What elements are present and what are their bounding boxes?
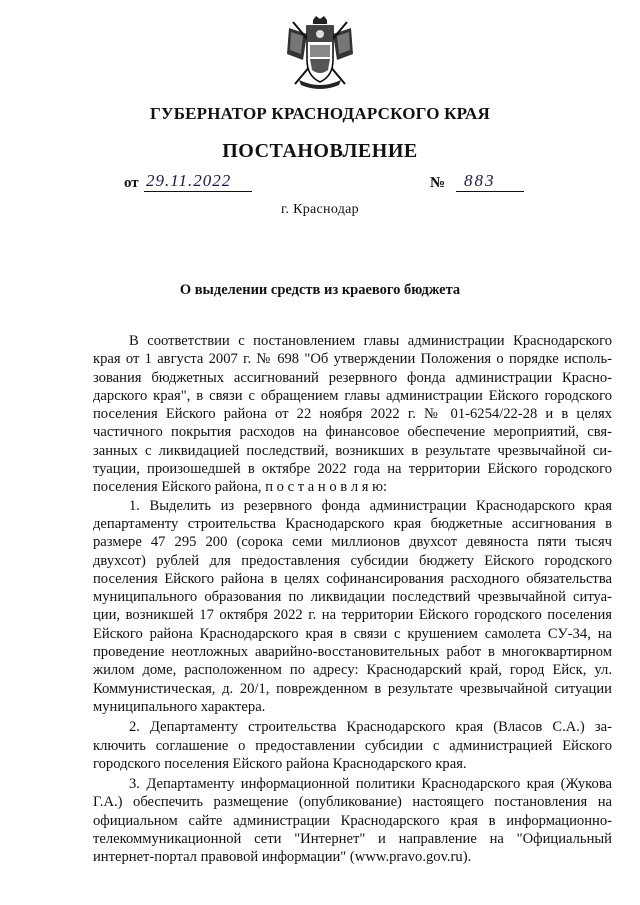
document-subject: О выделении средств из краевого бюджета [179,282,461,298]
city-name: г. Краснодар [281,202,359,217]
paragraph-item-1: 1. Выделить из резервного фонда администрации Краснодарского края департаменту строительства Краснодарского края бюджетные ассигнования в размере 47 295 200 (сорока семи миллионов двухсот девяноста пяти тысяч двухсот) рублей для предоставления субсидии бюджету Ейского городского поселения Ейского района в целях софинансирования расходного обязательства муниципального образования по ликвидации последствий чрезвычайной ситуации, возникшей 17 октября 2022 г. на территории Ейского городского поселения Ейского района Краснодарского края в связи с крушением самолета СУ-34, на проведение неотложных аварийно-восстановительных работ в многоквартирном жилом доме, расположенном по адресу: Краснодарский край, город Ейск, ул. Коммунистическая, д. 20/1, поврежденном в результате чрезвычайной ситуации муниципального характера. [93,497,612,715]
krasnodar-coat-of-arms-icon [283,14,357,90]
date-number-row [0,173,640,197]
date-label: от [124,175,139,191]
number-value: 883 [456,171,524,192]
paragraph-preamble: В соответствии с постановлением главы администрации Краснодарского края от 1 августа 2007 г. № 698 "Об утверждении Положения о порядке использования бюджетных ассигнований резервного фонда администрации Краснодарского края", в связи с обращением главы администрации Ейского городского поселения Ейского района от 22 ноября 2022 г. № 01-6254/22-28 и в целях частичного покрытия расходов на финансовое обеспечение мероприятий, связанных с ликвидацией последствий, возникших в результате чрезвычайной ситуации, произошедшей в октябре 2022 года на территории Ейского городского поселения Ейского района, п о с т а н о в л я ю: [93,333,612,496]
document-body [93,332,612,867]
paragraph-item-3: 3. Департаменту информационной политики Краснодарского края (Жукова Г.А.) обеспечить размещение (опубликование) настоящего постановления на официальном сайте администрации Краснодарского края в информационно-телекоммуникационной сети "Интернет" и направление на "Официальный интернет-портал правовой информации" (www.pravo.gov.ru). [93,776,612,866]
number-label: № [430,175,446,191]
document-type-title: ПОСТАНОВЛЕНИЕ [222,140,418,162]
authority-title: ГУБЕРНАТОР КРАСНОДАРСКОГО КРАЯ [150,104,490,123]
paragraph-item-2: 2. Департаменту строительства Краснодарского края (Власов С.А.) заключить соглашение о предоставлении субсидии с администрацией Ейского городского поселения Ейского района Краснодарского края. [93,719,612,772]
date-value: 29.11.2022 [144,171,252,192]
